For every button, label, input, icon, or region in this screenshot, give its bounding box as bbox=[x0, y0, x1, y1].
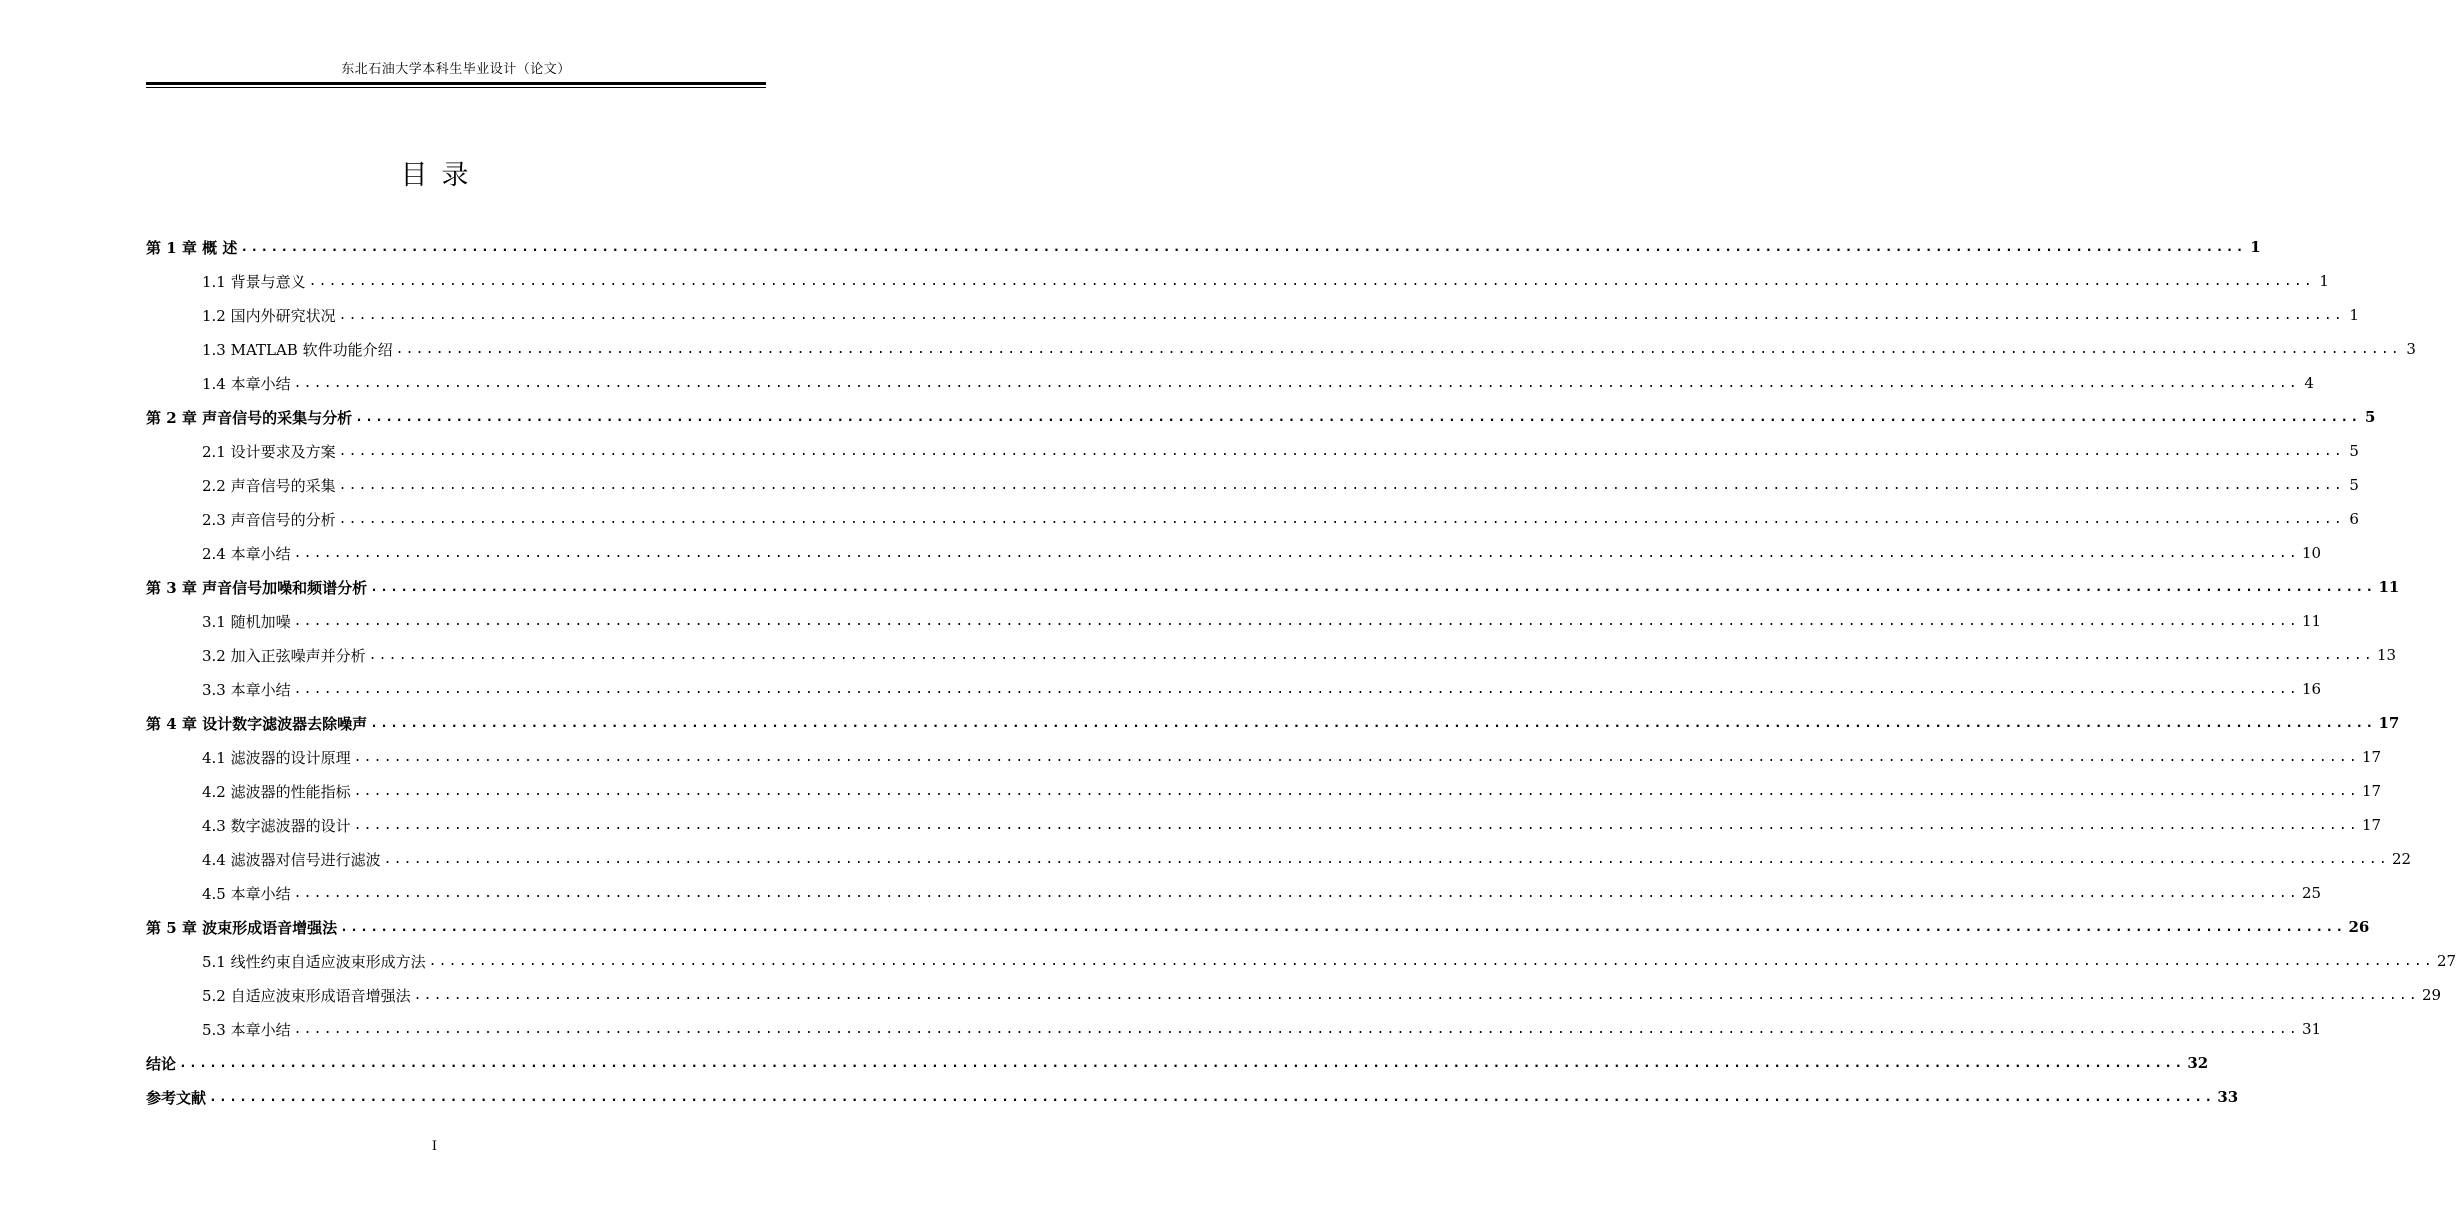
toc-entry-label: 4.5 本章小结 bbox=[202, 884, 291, 903]
toc-section-entry[interactable] bbox=[146, 876, 2322, 910]
toc-entry-label: 2.3 声音信号的分析 bbox=[202, 510, 336, 529]
toc-section-entry[interactable] bbox=[146, 740, 2382, 774]
toc-entry-label: 1.4 本章小结 bbox=[202, 374, 291, 393]
toc-entry-label: 第 1 章 概 述 bbox=[146, 238, 238, 257]
toc-entry-label: 1.2 国内外研究状况 bbox=[202, 306, 336, 325]
toc-entry-page: 5 bbox=[2349, 442, 2359, 460]
toc-entry-label: 1.3 MATLAB 软件功能介绍 bbox=[202, 340, 393, 359]
toc-entry-page: 31 bbox=[2301, 1020, 2322, 1038]
toc-section-entry[interactable] bbox=[146, 366, 2314, 400]
toc-section-entry[interactable] bbox=[146, 978, 2442, 1012]
toc-entry-label: 4.2 滤波器的性能指标 bbox=[202, 782, 351, 801]
toc-section-entry[interactable] bbox=[146, 944, 2456, 978]
toc-entry-label: 4.4 滤波器对信号进行滤波 bbox=[202, 850, 381, 869]
toc-entry-label: 5.2 自适应波束形成语音增强法 bbox=[202, 986, 411, 1005]
page-title: 目录 bbox=[400, 160, 483, 191]
toc-section-entry[interactable] bbox=[146, 638, 2397, 672]
toc-entry-page: 27 bbox=[2436, 952, 2456, 970]
toc-leader-dots: ........................................................................................................................................................................................................ bbox=[428, 953, 2434, 969]
toc-leader-dots: ........................................................................................................................................................................................................ bbox=[293, 885, 2299, 901]
toc-leader-dots: ........................................................................................................................................................................................................ bbox=[355, 409, 2361, 425]
toc-section-entry[interactable] bbox=[146, 264, 2329, 298]
running-header: 东北石油大学本科生毕业设计（论文） bbox=[341, 62, 571, 77]
toc-leader-dots: ........................................................................................................................................................................................................ bbox=[338, 477, 2344, 493]
toc-entry-page: 11 bbox=[2301, 612, 2322, 630]
toc-entry-page: 3 bbox=[2406, 340, 2416, 358]
toc-leader-dots: ........................................................................................................................................................................................................ bbox=[240, 239, 2246, 255]
toc-section-entry[interactable] bbox=[146, 536, 2322, 570]
toc-chapter-entry[interactable] bbox=[146, 910, 2370, 944]
toc-entry-page: 29 bbox=[2421, 986, 2442, 1004]
toc-leader-dots: ........................................................................................................................................................................................................ bbox=[368, 647, 2374, 663]
toc-section-entry[interactable] bbox=[146, 808, 2382, 842]
toc-chapter-entry[interactable] bbox=[146, 400, 2376, 434]
toc-entry-page: 16 bbox=[2301, 680, 2322, 698]
toc-entry-label: 4.1 滤波器的设计原理 bbox=[202, 748, 351, 767]
toc-entry-page: 17 bbox=[2361, 782, 2382, 800]
toc-section-entry[interactable] bbox=[146, 774, 2382, 808]
toc-entry-label: 参考文献 bbox=[146, 1088, 207, 1107]
toc-chapter-entry[interactable] bbox=[146, 1080, 2239, 1114]
toc-leader-dots: ........................................................................................................................................................................................................ bbox=[338, 511, 2344, 527]
toc-entry-label: 第 4 章 设计数字滤波器去除噪声 bbox=[146, 714, 368, 733]
toc-leader-dots: ........................................................................................................................................................................................................ bbox=[293, 613, 2299, 629]
toc-entry-page: 32 bbox=[2187, 1054, 2209, 1072]
toc-entry-label: 2.2 声音信号的采集 bbox=[202, 476, 336, 495]
toc-leader-dots: ........................................................................................................................................................................................................ bbox=[353, 749, 2359, 765]
toc-entry-label: 结论 bbox=[146, 1054, 177, 1073]
toc-entry-label: 第 3 章 声音信号加噪和频谱分析 bbox=[146, 578, 368, 597]
toc-section-entry[interactable] bbox=[146, 604, 2322, 638]
toc-chapter-entry[interactable] bbox=[146, 706, 2400, 740]
toc-entry-label: 5.1 线性约束自适应波束形成方法 bbox=[202, 952, 426, 971]
table-of-contents bbox=[146, 230, 2456, 1114]
header-rule-thick bbox=[146, 82, 766, 85]
toc-entry-label: 2.4 本章小结 bbox=[202, 544, 291, 563]
toc-entry-page: 25 bbox=[2301, 884, 2322, 902]
toc-leader-dots: ........................................................................................................................................................................................................ bbox=[370, 579, 2376, 595]
toc-entry-page: 10 bbox=[2301, 544, 2322, 562]
toc-entry-label: 3.1 随机加噪 bbox=[202, 612, 291, 631]
toc-section-entry[interactable] bbox=[146, 434, 2359, 468]
toc-entry-label: 5.3 本章小结 bbox=[202, 1020, 291, 1039]
toc-leader-dots: ........................................................................................................................................................................................................ bbox=[353, 817, 2359, 833]
toc-leader-dots: ........................................................................................................................................................................................................ bbox=[370, 715, 2376, 731]
toc-chapter-entry[interactable] bbox=[146, 1046, 2209, 1080]
toc-entry-page: 11 bbox=[2378, 578, 2400, 596]
toc-leader-dots: ........................................................................................................................................................................................................ bbox=[293, 681, 2299, 697]
toc-leader-dots: ........................................................................................................................................................................................................ bbox=[293, 1021, 2299, 1037]
toc-entry-label: 4.3 数字滤波器的设计 bbox=[202, 816, 351, 835]
toc-entry-page: 4 bbox=[2304, 374, 2314, 392]
toc-section-entry[interactable] bbox=[146, 502, 2359, 536]
toc-entry-label: 1.1 背景与意义 bbox=[202, 272, 306, 291]
toc-section-entry[interactable] bbox=[146, 468, 2359, 502]
toc-entry-page: 22 bbox=[2391, 850, 2412, 868]
toc-entry-page: 1 bbox=[2319, 272, 2329, 290]
toc-leader-dots: ........................................................................................................................................................................................................ bbox=[340, 919, 2346, 935]
toc-chapter-entry[interactable] bbox=[146, 230, 2261, 264]
toc-leader-dots: ........................................................................................................................................................................................................ bbox=[209, 1089, 2215, 1105]
toc-entry-page: 26 bbox=[2348, 918, 2370, 936]
toc-leader-dots: ........................................................................................................................................................................................................ bbox=[308, 273, 2314, 289]
toc-chapter-entry[interactable] bbox=[146, 570, 2400, 604]
toc-leader-dots: ........................................................................................................................................................................................................ bbox=[338, 307, 2344, 323]
toc-section-entry[interactable] bbox=[146, 842, 2412, 876]
toc-leader-dots: ........................................................................................................................................................................................................ bbox=[395, 341, 2401, 357]
header-rule-thin bbox=[146, 87, 766, 88]
toc-entry-page: 5 bbox=[2349, 476, 2359, 494]
toc-leader-dots: ........................................................................................................................................................................................................ bbox=[179, 1055, 2185, 1071]
toc-leader-dots: ........................................................................................................................................................................................................ bbox=[413, 987, 2419, 1003]
toc-leader-dots: ........................................................................................................................................................................................................ bbox=[338, 443, 2344, 459]
toc-section-entry[interactable] bbox=[146, 332, 2416, 366]
toc-leader-dots: ........................................................................................................................................................................................................ bbox=[293, 545, 2299, 561]
toc-entry-label: 3.3 本章小结 bbox=[202, 680, 291, 699]
toc-entry-page: 1 bbox=[2250, 238, 2261, 256]
toc-section-entry[interactable] bbox=[146, 1012, 2322, 1046]
toc-entry-page: 17 bbox=[2361, 816, 2382, 834]
toc-entry-page: 17 bbox=[2361, 748, 2382, 766]
toc-entry-label: 3.2 加入正弦噪声并分析 bbox=[202, 646, 366, 665]
toc-entry-label: 第 5 章 波束形成语音增强法 bbox=[146, 918, 338, 937]
toc-section-entry[interactable] bbox=[146, 298, 2359, 332]
toc-leader-dots: ........................................................................................................................................................................................................ bbox=[383, 851, 2389, 867]
toc-section-entry[interactable] bbox=[146, 672, 2322, 706]
toc-entry-page: 6 bbox=[2349, 510, 2359, 528]
page-number: I bbox=[431, 1139, 438, 1154]
toc-entry-page: 33 bbox=[2217, 1088, 2239, 1106]
toc-leader-dots: ........................................................................................................................................................................................................ bbox=[293, 375, 2299, 391]
toc-entry-page: 13 bbox=[2376, 646, 2397, 664]
toc-entry-label: 第 2 章 声音信号的采集与分析 bbox=[146, 408, 353, 427]
toc-entry-page: 1 bbox=[2349, 306, 2359, 324]
toc-entry-page: 5 bbox=[2365, 408, 2376, 426]
toc-entry-label: 2.1 设计要求及方案 bbox=[202, 442, 336, 461]
toc-entry-page: 17 bbox=[2378, 714, 2400, 732]
toc-leader-dots: ........................................................................................................................................................................................................ bbox=[353, 783, 2359, 799]
